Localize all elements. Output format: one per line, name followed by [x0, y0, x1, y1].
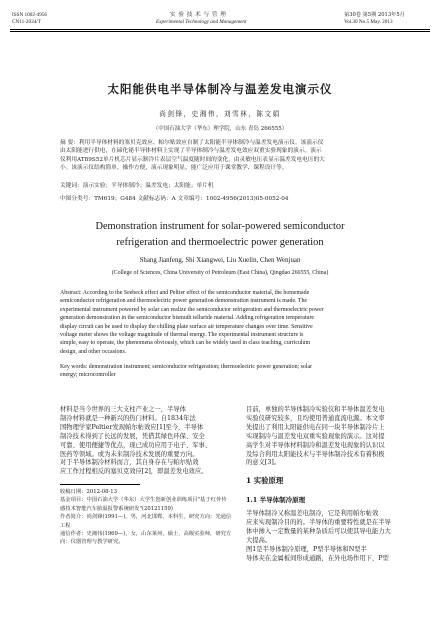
keywords-cn: 关键词：演示实验；半导体制冷；温差发电；太阳能；单片机	[60, 183, 214, 189]
footnote-line: 基金项目：中国石油大学（华东）大学生创新创业训练项目"基于红外传	[60, 497, 227, 504]
abstract-cn-line: 摘 要：利用半导体材料的塞贝克效应、帕尔贴效应自制了太阳能半导体制冷与温差发电演示仪。该演示仪	[60, 140, 324, 146]
body-right-line: 应来实现制冷目的的。半导体的重要特性就是在半导	[246, 518, 391, 526]
authors-en: Shang Jianfeng, Shi Xiangwei, Liu Xuelin, Chen Wenjuan	[139, 257, 301, 264]
body-right-line: 先提出了利用太阳能供电在同一块半导体制冷片上	[246, 423, 385, 431]
footnote-line: 收稿日期：2012-08-13	[60, 489, 118, 495]
abstract-en-line: voltage meter shows the voltage magnitude of thermal energy. The experimental instrument structure is	[60, 332, 304, 339]
body-right-line: 图1是半导体制冷原理，P型半导体和N型半	[246, 545, 367, 553]
abstract-cn-line: 仪利用AT89S52单片机芯片显示制冷片表层空气温度随时间的变化，由灵敏电压表显示温差发电电压的大	[60, 156, 325, 163]
body-right-line: 导体夹在金属板间形成通路，在外电场作用下，P型	[246, 554, 389, 562]
abstract-en-line: simple, easy to operate, the phenomena obviously, which can be widely used in class teaching, curriculum	[60, 340, 311, 347]
footnote-line: 作者简介：尚剑锋(1991—)，男，河北邯郸，本科生，研究方向：光通信	[60, 514, 232, 521]
abstract-en-line: Abstract: According to the Seebeck effect and Peltier effect of the semiconductor material, the homemade	[60, 290, 310, 296]
classification-cn: 中图分类号：TM619；G484 文献标志码：A 文章编号：1002-4956(2013)05-0052-04	[60, 196, 289, 202]
body-left-line: 应工作过程相反的塞贝克效应[2]，即温差发电效应。	[60, 468, 208, 476]
footnotes	[60, 488, 235, 547]
body-right-line: 及综合利用太阳能技术与半导体制冷技术有着积极	[246, 450, 385, 458]
body-left-line: 医药等领域。或为未来制冷技术发展的重要方向。	[60, 450, 199, 458]
body-left-line: 材料是当今世界的三大支柱产业之一，半导体	[60, 406, 186, 413]
volume-cn: 第30卷 第5期 2013年5月	[344, 12, 405, 18]
abstract-en-line: generation demonstration in the semiconductor bismuth telluride material. Adding refrigeration temperature	[60, 315, 315, 322]
section-heading-1: 1 实验原理	[246, 476, 284, 485]
cn-number: CN11-2034/T	[12, 19, 41, 25]
footnote-line: 感技术智能汽车胎温报警系统研发"(20121159)	[60, 505, 173, 512]
keywords-en	[60, 363, 390, 380]
body-left-line: 国物理学家Peltier发现帕尔帖效应[1]至今，半导体	[60, 423, 204, 431]
body-left-line: 对于半导体制冷材料而言，其自身存在与帕尔贴效	[60, 459, 199, 467]
body-left-line: 制冷技术得到了长远的发展，凭借其绿色环保、安全	[60, 432, 205, 440]
keywords-en-line: energy; microcontroller	[60, 372, 116, 379]
body-right-line: 实现制冷与温差发电双重实验现象的演示。这对提	[246, 432, 385, 440]
body-right-line: 大提高。	[246, 536, 272, 544]
footnote-line: 向：仪器管理与教学研究。	[60, 539, 124, 546]
body-right-line: 实验仪研究较多，且均使用普通直流电源。本文率	[246, 414, 385, 422]
body-right-line: 体中掺入一定数量的某种杂质后可以使其导电能力大	[246, 527, 391, 535]
abstract-en-line: display circuit can be used to display the chilling plate surface air temperature changes over time. Sensitive	[60, 323, 313, 330]
body-right	[246, 406, 414, 468]
abstract-en-line: semiconductor refrigeration and thermoelectric power generation demonstration instrument is made. The	[60, 298, 308, 305]
body-left	[60, 406, 228, 477]
title-en-line1: Demonstration instrument for solar-powered semiconductor	[95, 221, 345, 232]
body-left-line: 可靠、使用便捷等优点，现已成功应用于电子、军事、	[60, 441, 212, 449]
title-en-line2: refrigeration and thermoelectric power generation	[116, 237, 324, 248]
abstract-cn	[60, 139, 390, 173]
body-left-line: 制冷材料就是一种新兴的热门材料。自1834年法	[60, 414, 196, 422]
journal-name-cn: 实 验 技 术 与 管 理	[170, 12, 227, 18]
abstract-en-line: experimental instrument powered by solar can realize the semiconductor refrigeration and thermoelectric power	[60, 306, 324, 313]
body-right-section	[246, 510, 414, 563]
header-rule	[10, 29, 430, 30]
authors-cn: 尚剑锋，史湘伟，刘雪林，陈文娟	[159, 110, 281, 118]
footnote-rule	[60, 484, 140, 485]
body-right-line: 的意义[3]。	[246, 459, 281, 467]
abstract-cn-line: 由太阳能进行供电，在碲化铋半导体材料上实现了半导体制冷与温差发电效应双重实验现象的演示。演示	[60, 148, 322, 155]
abstract-en-line: design, and other occasions.	[60, 348, 127, 355]
footnote-line: 工程	[60, 522, 71, 529]
keywords-en-line: Key words: demonstration instrument; semiconductor refrigeration; thermoelectric power generation; solar	[60, 364, 313, 370]
body-right-line: 目前，单独的半导体制冷实验仪和半导体温差发电	[246, 406, 385, 413]
journal-name-en: Experimental Technology and Management	[156, 19, 247, 25]
title-cn: 太阳能供电半导体制冷与温差发电演示仪	[107, 82, 333, 96]
body-right-line: 半导体制冷又称温差电制冷，它是利用帕尔帖效	[246, 510, 379, 517]
header-rule-thin	[10, 31, 430, 32]
issn: ISSN 1002-4956	[12, 12, 48, 18]
abstract-cn-line: 小。该演示仪结构简单，操作方便，演示现象明显，能广泛应用于课堂教学、课程设计等。	[60, 165, 288, 172]
abstract-en	[60, 289, 390, 356]
volume-en: Vol.30 No.5 May. 2013	[344, 19, 393, 25]
affiliation-en: (College of Sciences, China University of Petroleum (East China), Qingdao 266555, China)	[111, 270, 329, 276]
footnote-line: 通信作者：史湘伟(1969—)，女，山东莱州，硕士，高级实验师，研究方	[60, 531, 232, 538]
affiliation-cn: （中国石油大学（华东）理学院，山东 青岛 266555）	[152, 126, 288, 132]
section-heading-1-1: 1.1 半导体制冷原理	[246, 496, 306, 504]
body-right-line: 高学生对半导体材料制冷和温差发电现象的认识以	[246, 441, 385, 449]
